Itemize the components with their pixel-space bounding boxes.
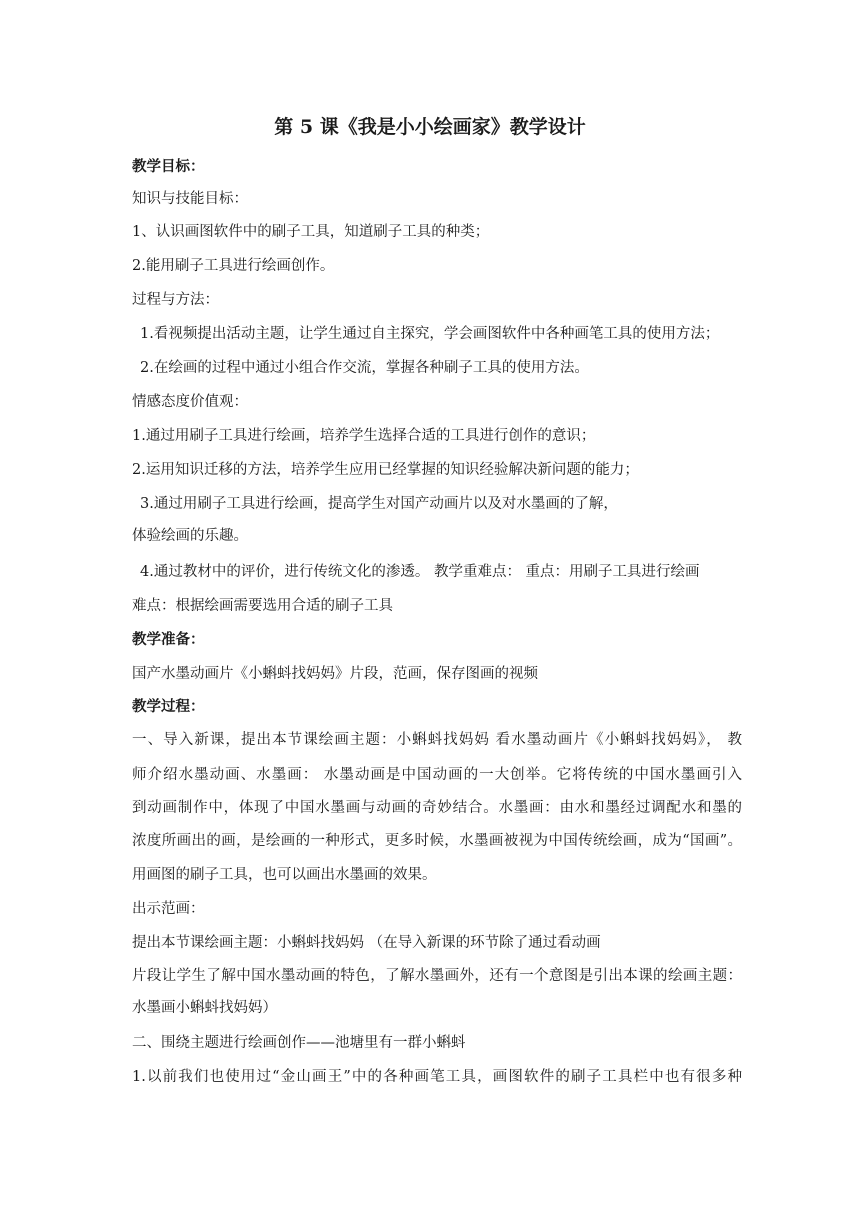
paragraph-line: 1.看视频提出活动主题，让学生通过自主探究，学会画图软件中各种画笔工具的使用方法； (140, 326, 720, 342)
paragraph-line: 1.通过用刷子工具进行绘画，培养学生选择合适的工具进行创作的意识； (132, 428, 596, 444)
paragraph-line: 体验绘画的乐趣。 (132, 528, 248, 544)
document-title: 第 5 课《我是小小绘画家》教学设计 (274, 116, 586, 138)
paragraph-line: 4.通过教材中的评价，进行传统文化的渗透。 教学重难点： 重点：用刷子工具进行绘画 (140, 564, 700, 580)
paragraph-line: 国产水墨动画片《小蝌蚪找妈妈》片段，范画，保存图画的视频 (132, 666, 538, 682)
section-heading: 教学准备： (132, 631, 205, 648)
paragraph-line: 1.以前我们也使用过“金山画王”中的各种画笔工具，画图软件的刷子工具栏中也有很多种 (132, 1069, 742, 1085)
paragraph-line: 难点：根据绘画需要选用合适的刷子工具 (132, 598, 393, 614)
paragraph-line: 用画图的刷子工具，也可以画出水墨画的效果。 (132, 867, 437, 883)
paragraph-line: 过程与方法： (132, 292, 219, 308)
paragraph-line: 二、围绕主题进行绘画创作——池塘里有一群小蝌蚪 (132, 1035, 466, 1051)
paragraph-line: 到动画制作中，体现了中国水墨画与动画的奇妙结合。水墨画：由水和墨经过调配水和墨的 (132, 800, 742, 816)
section-heading: 教学过程： (132, 698, 205, 715)
paragraph-line: 知识与技能目标： (132, 191, 248, 207)
paragraph-line: 2.运用知识迁移的方法，培养学生应用已经掌握的知识经验解决新问题的能力； (132, 462, 639, 478)
paragraph-line: 情感态度价值观： (132, 394, 248, 410)
paragraph-line: 出示范画： (132, 901, 205, 917)
paragraph-line: 一、导入新课，提出本节课绘画主题：小蝌蚪找妈妈 看水墨动画片《小蝌蚪找妈妈》， 教 (132, 732, 742, 748)
paragraph-line: 2.能用刷子工具进行绘画创作。 (132, 258, 335, 274)
section-heading: 教学目标： (132, 158, 205, 175)
paragraph-line: 提出本节课绘画主题：小蝌蚪找妈妈 （在导入新课的环节除了通过看动画 (132, 935, 601, 951)
paragraph-line: 片段让学生了解中国水墨动画的特色，了解水墨画外，还有一个意图是引出本课的绘画主题： (132, 968, 742, 984)
paragraph-line: 3.通过用刷子工具进行绘画，提高学生对国产动画片以及对水墨画的了解， (140, 496, 618, 512)
paragraph-line: 浓度所画出的画，是绘画的一种形式，更多时候，水墨画被视为中国传统绘画，成为“国画”。 (132, 833, 742, 849)
paragraph-line: 师介绍水墨动画、水墨画： 水墨动画是中国动画的一大创举。它将传统的中国水墨画引入 (132, 767, 742, 783)
paragraph-line: 水墨画小蝌蚪找妈妈） (132, 1000, 277, 1016)
paragraph-line: 2.在绘画的过程中通过小组合作交流，掌握各种刷子工具的使用方法。 (140, 360, 589, 376)
paragraph-line: 1、认识画图软件中的刷子工具，知道刷子工具的种类； (132, 224, 490, 240)
